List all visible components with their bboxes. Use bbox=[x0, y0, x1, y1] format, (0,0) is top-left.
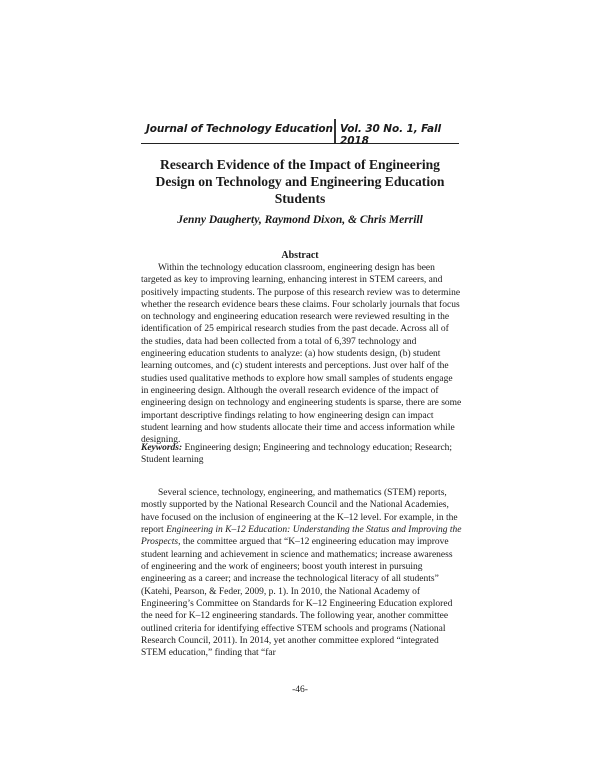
author-list: Jenny Daugherty, Raymond Dixon, & Chris Merrill bbox=[177, 214, 423, 226]
body-text-part-2: , the committee argued that “K–12 engineering education may improve student learning and achievement in science and mathematics; increase awareness of engineering and the work of engineers; boost youth interest in pursuing engineering as a career; and increase the technological literacy of all students” (Katehi, Pearson, & Feder, 2009, p. 1). In 2010, the National Academy of Engineering’s Committee on Standards for K–12 Engineering Education explored the need for K–12 engineering standards. The following year, another committee outlined criteria for identifying effective STEM schools and programs (National Research Council, 2011). In 2014, yet another committee explored “integrated STEM education,” finding that “far bbox=[141, 537, 453, 659]
running-header bbox=[141, 119, 459, 147]
keywords-text: Engineering design; Engineering and technology education; Research; Student learning bbox=[141, 443, 453, 466]
abstract-heading: Abstract bbox=[281, 250, 319, 261]
volume-info: Vol. 30 No. 1, Fall 2018 bbox=[340, 123, 442, 147]
keywords-label: Keywords: bbox=[141, 443, 183, 453]
title-line-1: Research Evidence of the Impact of Engineering bbox=[160, 157, 440, 172]
page-number: -46- bbox=[292, 685, 308, 695]
keywords-paragraph bbox=[141, 442, 462, 467]
title-line-2: Design on Technology and Engineering Education bbox=[155, 174, 445, 189]
journal-name: Journal of Technology Education bbox=[146, 123, 333, 135]
title-line-3: Students bbox=[274, 191, 326, 206]
article-title bbox=[150, 156, 450, 207]
abstract-text: Within the technology education classroom, engineering design has been targeted as key to improving learning, enhancing interest in STEM careers, and positively impacting students. The purpose of this research review was to determine whether the research evidence bears these claims. Four scholarly journals that focus on technology and engineering education research were reviewed resulting in the identification of 25 empirical research studies from the past decade. Across all of the studies, data had been collected from a total of 6,397 technology and engineering education students to analyze: (a) how students design, (b) student learning outcomes, and (c) student interests and perceptions. Just over half of the studies used qualitative methods to explore how small samples of students engage in engineering design. Although the overall research evidence of the impact of engineering design on technology and engineering students is sparse, there are some important descriptive findings relating to how engineering design can impact student learning and how students allocate their time and access information while designing. bbox=[141, 263, 462, 446]
header-divider bbox=[334, 119, 336, 143]
report-title: Engineering in K–12 Education: Understanding the Status and Improving the Prospects bbox=[141, 525, 462, 548]
body-paragraph bbox=[141, 487, 462, 660]
body-text-part-1: Several science, technology, engineering, and mathematics (STEM) reports, mostly supported by the National Research Council and the National Academies, have focused on the inclusion of engineering at the K–12 level. For example, in the report bbox=[141, 488, 458, 536]
